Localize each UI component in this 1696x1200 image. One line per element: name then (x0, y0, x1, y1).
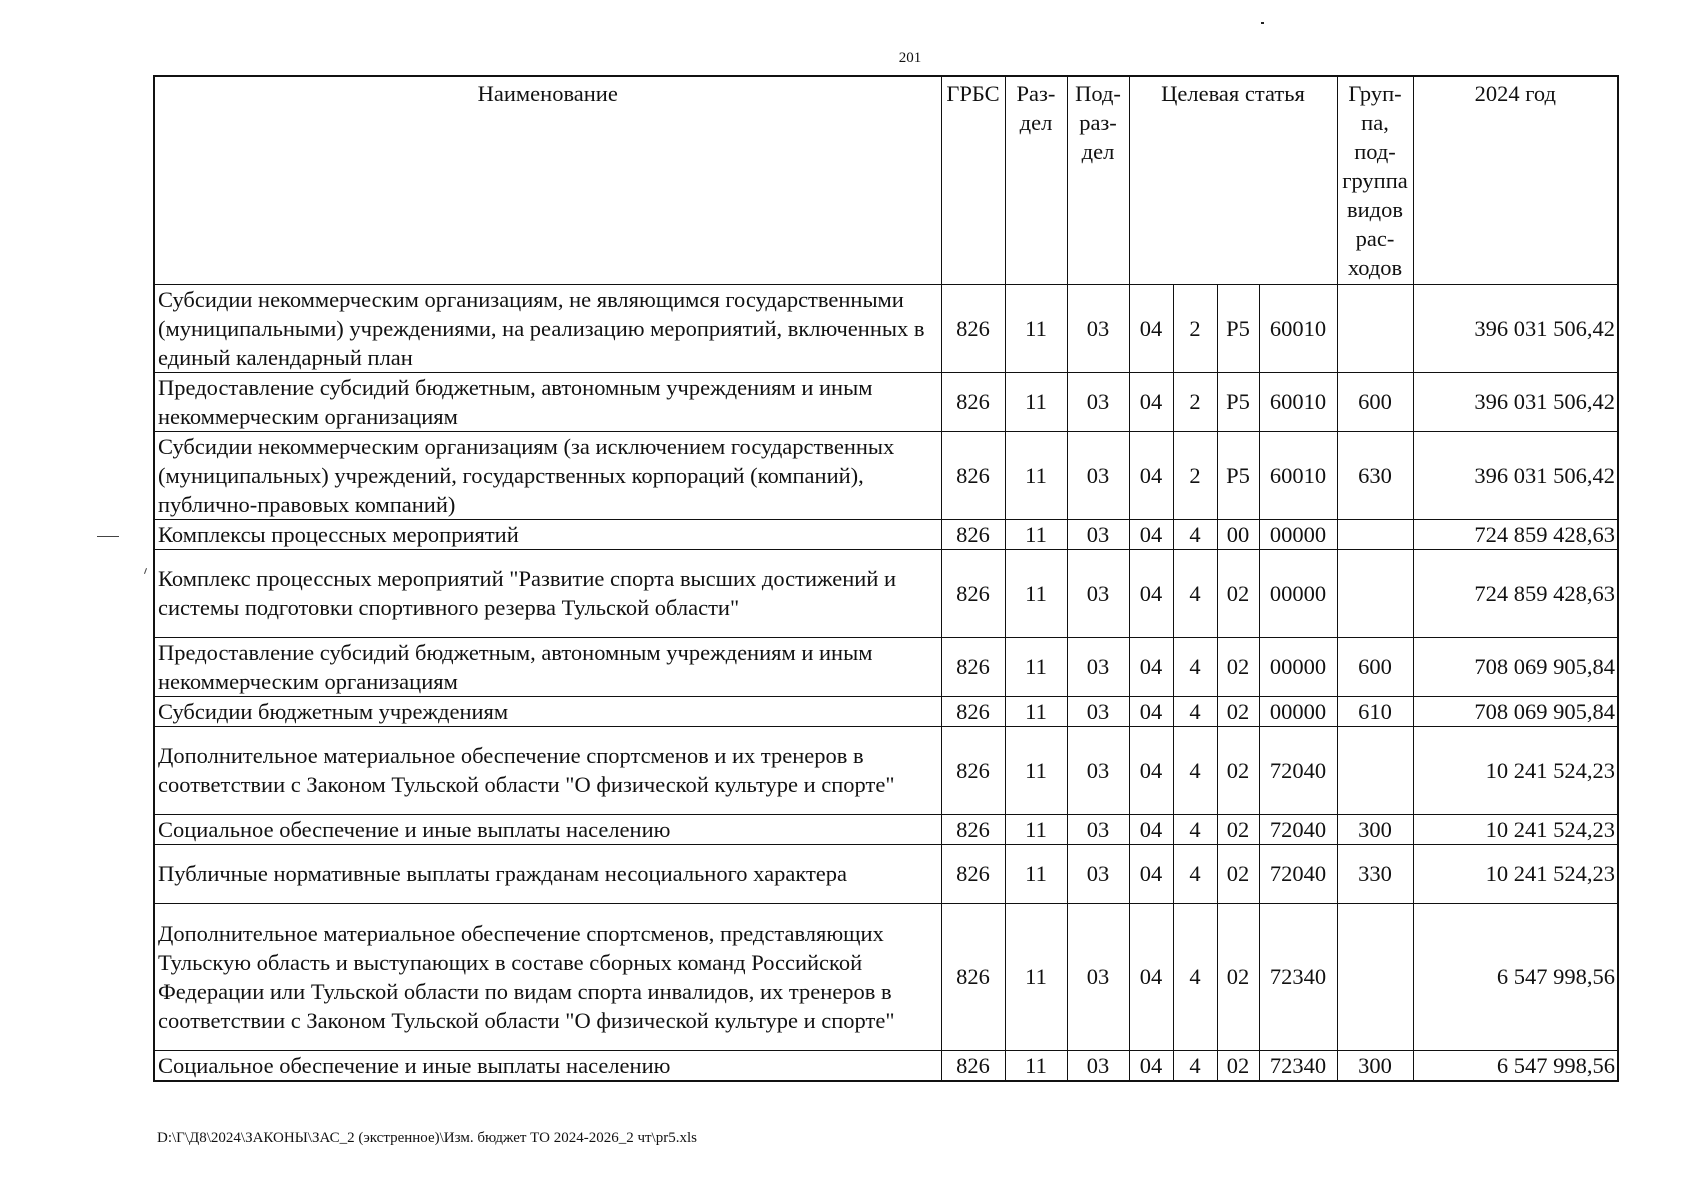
table-row (154, 696, 1618, 726)
row-grbs: 826 (941, 431, 1005, 519)
row-name: Публичные нормативные выплаты гражданам несоциального характера (154, 844, 941, 903)
row-subsection: 03 (1067, 637, 1129, 696)
row-subsection: 03 (1067, 696, 1129, 726)
row-expense-group (1337, 903, 1413, 1050)
row-target-direction: 4 (1173, 903, 1217, 1050)
row-target-sub: Р5 (1217, 372, 1259, 431)
row-target-code: 72040 (1259, 726, 1337, 814)
header-target-article: Целевая статья (1129, 76, 1337, 284)
row-target-sub: 02 (1217, 696, 1259, 726)
row-name: Дополнительное материальное обеспечение спортсменов и их тренеров в соответствии с Законом Тульской области "О физической культуре и спорте" (154, 726, 941, 814)
header-name: Наименование (154, 76, 941, 284)
row-name: Предоставление субсидий бюджетным, автономным учреждениям и иным некоммерческим организациям (154, 637, 941, 696)
row-grbs: 826 (941, 637, 1005, 696)
row-target-sub: 02 (1217, 844, 1259, 903)
row-section: 11 (1005, 814, 1067, 844)
row-section: 11 (1005, 726, 1067, 814)
row-target-sub: 00 (1217, 519, 1259, 549)
header-section: Раз- дел (1005, 76, 1067, 284)
row-expense-group: 300 (1337, 1050, 1413, 1081)
row-subsection: 03 (1067, 1050, 1129, 1081)
row-target-sub: 02 (1217, 903, 1259, 1050)
row-grbs: 826 (941, 549, 1005, 637)
table-row (154, 903, 1618, 1050)
row-target-program: 04 (1129, 284, 1173, 372)
row-subsection: 03 (1067, 372, 1129, 431)
row-amount-2024: 396 031 506,42 (1413, 431, 1618, 519)
row-grbs: 826 (941, 844, 1005, 903)
row-expense-group: 610 (1337, 696, 1413, 726)
row-target-direction: 4 (1173, 1050, 1217, 1081)
row-target-program: 04 (1129, 814, 1173, 844)
row-amount-2024: 396 031 506,42 (1413, 372, 1618, 431)
row-subsection: 03 (1067, 903, 1129, 1050)
row-subsection: 03 (1067, 284, 1129, 372)
row-subsection: 03 (1067, 549, 1129, 637)
row-subsection: 03 (1067, 519, 1129, 549)
row-target-direction: 4 (1173, 844, 1217, 903)
row-amount-2024: 396 031 506,42 (1413, 284, 1618, 372)
table-row (154, 814, 1618, 844)
row-name: Социальное обеспечение и иные выплаты населению (154, 1050, 941, 1081)
row-grbs: 826 (941, 814, 1005, 844)
row-name: Субсидии некоммерческим организациям, не являющимся государственными (муниципальными) учреждениями, на реализацию мероприятий, включенных в единый календарный план (154, 284, 941, 372)
table-row (154, 726, 1618, 814)
row-amount-2024: 724 859 428,63 (1413, 519, 1618, 549)
row-target-program: 04 (1129, 726, 1173, 814)
row-target-code: 00000 (1259, 696, 1337, 726)
row-target-program: 04 (1129, 372, 1173, 431)
row-name: Дополнительное материальное обеспечение спортсменов, представляющих Тульскую область и выступающих в составе сборных команд Российской Федерации или Тульской области по видам спорта инвалидов, их тренеров в соответствии с Законом Тульской области "О физической культуре и спорте" (154, 903, 941, 1050)
row-target-direction: 2 (1173, 372, 1217, 431)
row-target-direction: 2 (1173, 431, 1217, 519)
budget-table (153, 75, 1619, 1082)
row-expense-group (1337, 726, 1413, 814)
row-section: 11 (1005, 903, 1067, 1050)
row-target-sub: 02 (1217, 814, 1259, 844)
row-section: 11 (1005, 1050, 1067, 1081)
row-section: 11 (1005, 637, 1067, 696)
row-amount-2024: 708 069 905,84 (1413, 696, 1618, 726)
row-name: Социальное обеспечение и иные выплаты населению (154, 814, 941, 844)
row-subsection: 03 (1067, 431, 1129, 519)
table-row (154, 637, 1618, 696)
row-expense-group: 630 (1337, 431, 1413, 519)
row-grbs: 826 (941, 284, 1005, 372)
row-section: 11 (1005, 284, 1067, 372)
row-target-code: 60010 (1259, 284, 1337, 372)
row-grbs: 826 (941, 696, 1005, 726)
row-expense-group (1337, 549, 1413, 637)
row-target-code: 00000 (1259, 519, 1337, 549)
row-target-code: 72040 (1259, 814, 1337, 844)
row-target-sub: Р5 (1217, 431, 1259, 519)
row-target-sub: Р5 (1217, 284, 1259, 372)
table-row (154, 519, 1618, 549)
row-amount-2024: 724 859 428,63 (1413, 549, 1618, 637)
table-row (154, 372, 1618, 431)
header-year: 2024 год (1413, 76, 1618, 284)
row-expense-group (1337, 284, 1413, 372)
table-row (154, 1050, 1618, 1081)
row-target-code: 60010 (1259, 372, 1337, 431)
row-section: 11 (1005, 431, 1067, 519)
row-target-code: 72340 (1259, 903, 1337, 1050)
header-subsection: Под- раз- дел (1067, 76, 1129, 284)
row-expense-group: 330 (1337, 844, 1413, 903)
row-target-direction: 4 (1173, 519, 1217, 549)
footer-file-path: D:\Г\Д8\2024\ЗАКОНЫ\ЗАС_2 (экстренное)\Изм. бюджет ТО 2024-2026_2 чт\pr5.xls (157, 1130, 697, 1146)
row-target-program: 04 (1129, 549, 1173, 637)
speck-mark (1261, 22, 1264, 24)
row-section: 11 (1005, 519, 1067, 549)
margin-mark (144, 568, 147, 574)
row-target-direction: 4 (1173, 637, 1217, 696)
row-target-direction: 2 (1173, 284, 1217, 372)
row-target-sub: 02 (1217, 637, 1259, 696)
row-amount-2024: 10 241 524,23 (1413, 844, 1618, 903)
row-amount-2024: 6 547 998,56 (1413, 903, 1618, 1050)
table-row (154, 844, 1618, 903)
row-target-code: 60010 (1259, 431, 1337, 519)
row-grbs: 826 (941, 726, 1005, 814)
row-target-code: 72040 (1259, 844, 1337, 903)
table-row (154, 284, 1618, 372)
row-section: 11 (1005, 696, 1067, 726)
row-subsection: 03 (1067, 844, 1129, 903)
page-number: 201 (898, 50, 922, 66)
row-target-sub: 02 (1217, 1050, 1259, 1081)
row-target-code: 00000 (1259, 637, 1337, 696)
row-subsection: 03 (1067, 814, 1129, 844)
row-target-direction: 4 (1173, 814, 1217, 844)
table-row (154, 549, 1618, 637)
header-row (154, 76, 1618, 284)
row-target-program: 04 (1129, 637, 1173, 696)
row-name: Комплексы процессных мероприятий (154, 519, 941, 549)
row-target-code: 72340 (1259, 1050, 1337, 1081)
row-target-program: 04 (1129, 696, 1173, 726)
header-expense-group: Груп- па, под- группа видов рас- ходов (1337, 76, 1413, 284)
row-grbs: 826 (941, 519, 1005, 549)
row-grbs: 826 (941, 903, 1005, 1050)
row-expense-group: 600 (1337, 637, 1413, 696)
row-section: 11 (1005, 549, 1067, 637)
row-expense-group (1337, 519, 1413, 549)
row-target-direction: 4 (1173, 726, 1217, 814)
row-name: Субсидии некоммерческим организациям (за исключением государственных (муниципальных) учреждений, государственных корпораций (компаний), публично-правовых компаний) (154, 431, 941, 519)
row-amount-2024: 10 241 524,23 (1413, 726, 1618, 814)
row-target-program: 04 (1129, 1050, 1173, 1081)
row-target-program: 04 (1129, 431, 1173, 519)
row-section: 11 (1005, 844, 1067, 903)
row-subsection: 03 (1067, 726, 1129, 814)
row-target-sub: 02 (1217, 549, 1259, 637)
row-name: Предоставление субсидий бюджетным, автономным учреждениям и иным некоммерческим организациям (154, 372, 941, 431)
row-expense-group: 300 (1337, 814, 1413, 844)
row-expense-group: 600 (1337, 372, 1413, 431)
row-grbs: 826 (941, 1050, 1005, 1081)
row-target-program: 04 (1129, 519, 1173, 549)
row-target-direction: 4 (1173, 696, 1217, 726)
row-target-sub: 02 (1217, 726, 1259, 814)
row-amount-2024: 6 547 998,56 (1413, 1050, 1618, 1081)
row-target-program: 04 (1129, 903, 1173, 1050)
row-grbs: 826 (941, 372, 1005, 431)
row-target-program: 04 (1129, 844, 1173, 903)
row-name: Субсидии бюджетным учреждениям (154, 696, 941, 726)
row-amount-2024: 10 241 524,23 (1413, 814, 1618, 844)
margin-mark (97, 536, 119, 537)
header-grbs: ГРБС (941, 76, 1005, 284)
table-body (154, 284, 1618, 1081)
row-target-direction: 4 (1173, 549, 1217, 637)
row-target-code: 00000 (1259, 549, 1337, 637)
row-section: 11 (1005, 372, 1067, 431)
row-name: Комплекс процессных мероприятий "Развитие спорта высших достижений и системы подготовки спортивного резерва Тульской области" (154, 549, 941, 637)
table-row (154, 431, 1618, 519)
row-amount-2024: 708 069 905,84 (1413, 637, 1618, 696)
